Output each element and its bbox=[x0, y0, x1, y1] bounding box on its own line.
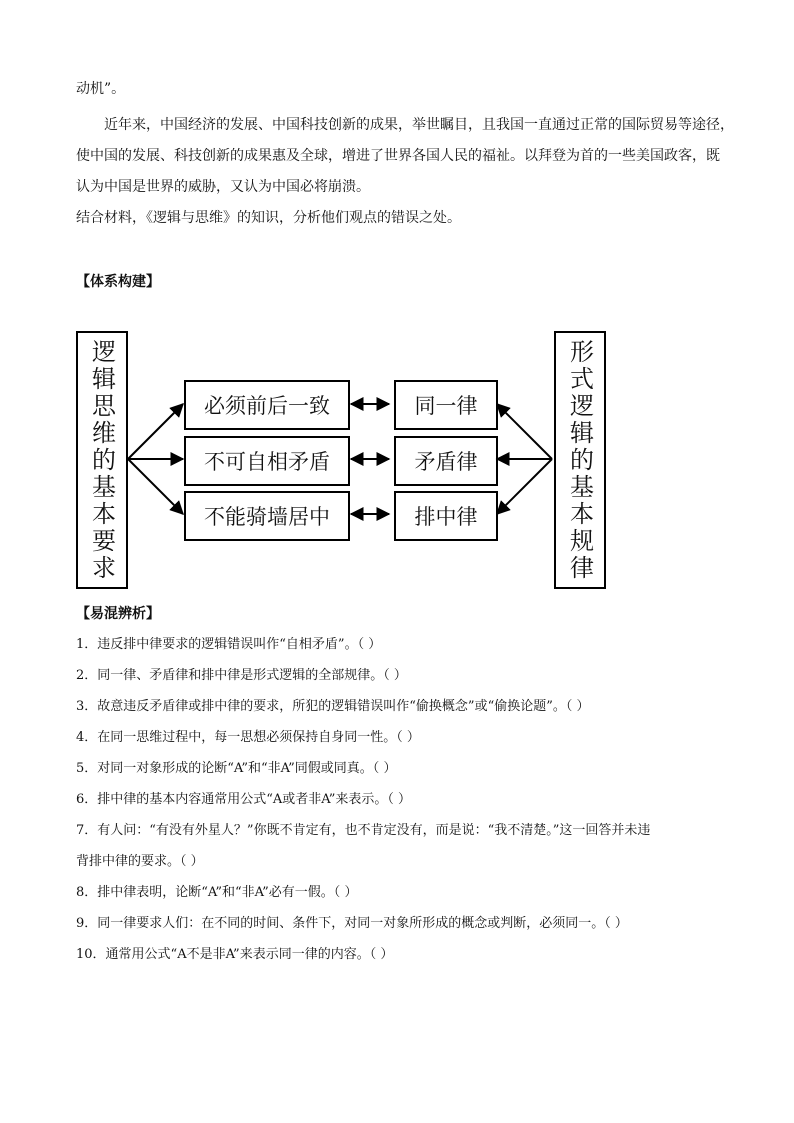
requirement-label-3: 不能骑墙居中 bbox=[204, 505, 330, 529]
question-item: 6．排中律的基本内容通常用公式“A或者非A”来表示。（ ） bbox=[76, 792, 412, 807]
arrow-right-to-law-1 bbox=[497, 404, 552, 459]
arrow-right-to-law-3 bbox=[497, 459, 552, 514]
arrow-left-to-req-3 bbox=[128, 459, 183, 514]
question-item: 9．同一律要求人们：在不同的时间、条件下，对同一对象所形成的概念或判断，必须同一。（ ） bbox=[76, 916, 628, 931]
material-line-2: 近年来，中国经济的发展、中国科技创新的成果，举世瞩目，且我国一直通过正常的国际贸易等途径， bbox=[104, 117, 734, 133]
law-label-3: 排中律 bbox=[414, 505, 478, 529]
question-prompt: 结合材料，《逻辑与思维》的知识，分析他们观点的错误之处。 bbox=[76, 210, 461, 226]
question-item-continued: 背排中律的要求。（ ） bbox=[76, 854, 204, 869]
law-label-1: 同一律 bbox=[414, 394, 478, 418]
arrow-left-to-req-1 bbox=[128, 404, 183, 459]
question-item: 1．违反排中律要求的逻辑错误叫作“自相矛盾”。（ ） bbox=[76, 637, 382, 652]
question-item: 8．排中律表明，论断“A”和“非A”必有一假。（ ） bbox=[76, 885, 358, 900]
system-heading: 【体系构建】 bbox=[76, 274, 160, 290]
left-box-label: 逻辑思维的基本要求 bbox=[87, 338, 116, 582]
question-item: 5．对同一对象形成的论断“A”和“非A”同假或同真。（ ） bbox=[76, 761, 397, 776]
question-item: 3．故意违反矛盾律或排中律的要求，所犯的逻辑错误叫作“偷换概念”或“偷换论题”。（ ） bbox=[76, 699, 590, 714]
question-item: 2．同一律、矛盾律和排中律是形式逻辑的全部规律。（ ） bbox=[76, 668, 407, 683]
material-line-1: 动机”。 bbox=[76, 81, 126, 97]
confusion-heading: 【易混辨析】 bbox=[76, 606, 160, 622]
question-item: 4．在同一思维过程中，每一思想必须保持自身同一性。（ ） bbox=[76, 730, 420, 745]
material-line-4: 认为中国是世界的威胁，又认为中国必将崩溃。 bbox=[76, 179, 370, 195]
question-item: 7．有人问：“有没有外星人？”你既不肯定有，也不肯定没有，而是说：“我不清楚。”这一回答并未违 bbox=[76, 823, 651, 838]
law-label-2: 矛盾律 bbox=[414, 450, 478, 474]
question-item: 10．通常用公式“A不是非A”来表示同一律的内容。（ ） bbox=[76, 947, 394, 962]
requirement-label-2: 不可自相矛盾 bbox=[204, 450, 330, 474]
requirement-label-1: 必须前后一致 bbox=[204, 394, 330, 418]
material-line-3: 使中国的发展、科技创新的成果惠及全球，增进了世界各国人民的福祉。以拜登为首的一些美国政客，既 bbox=[76, 148, 720, 164]
right-box-label: 形式逻辑的基本规律 bbox=[565, 338, 594, 582]
